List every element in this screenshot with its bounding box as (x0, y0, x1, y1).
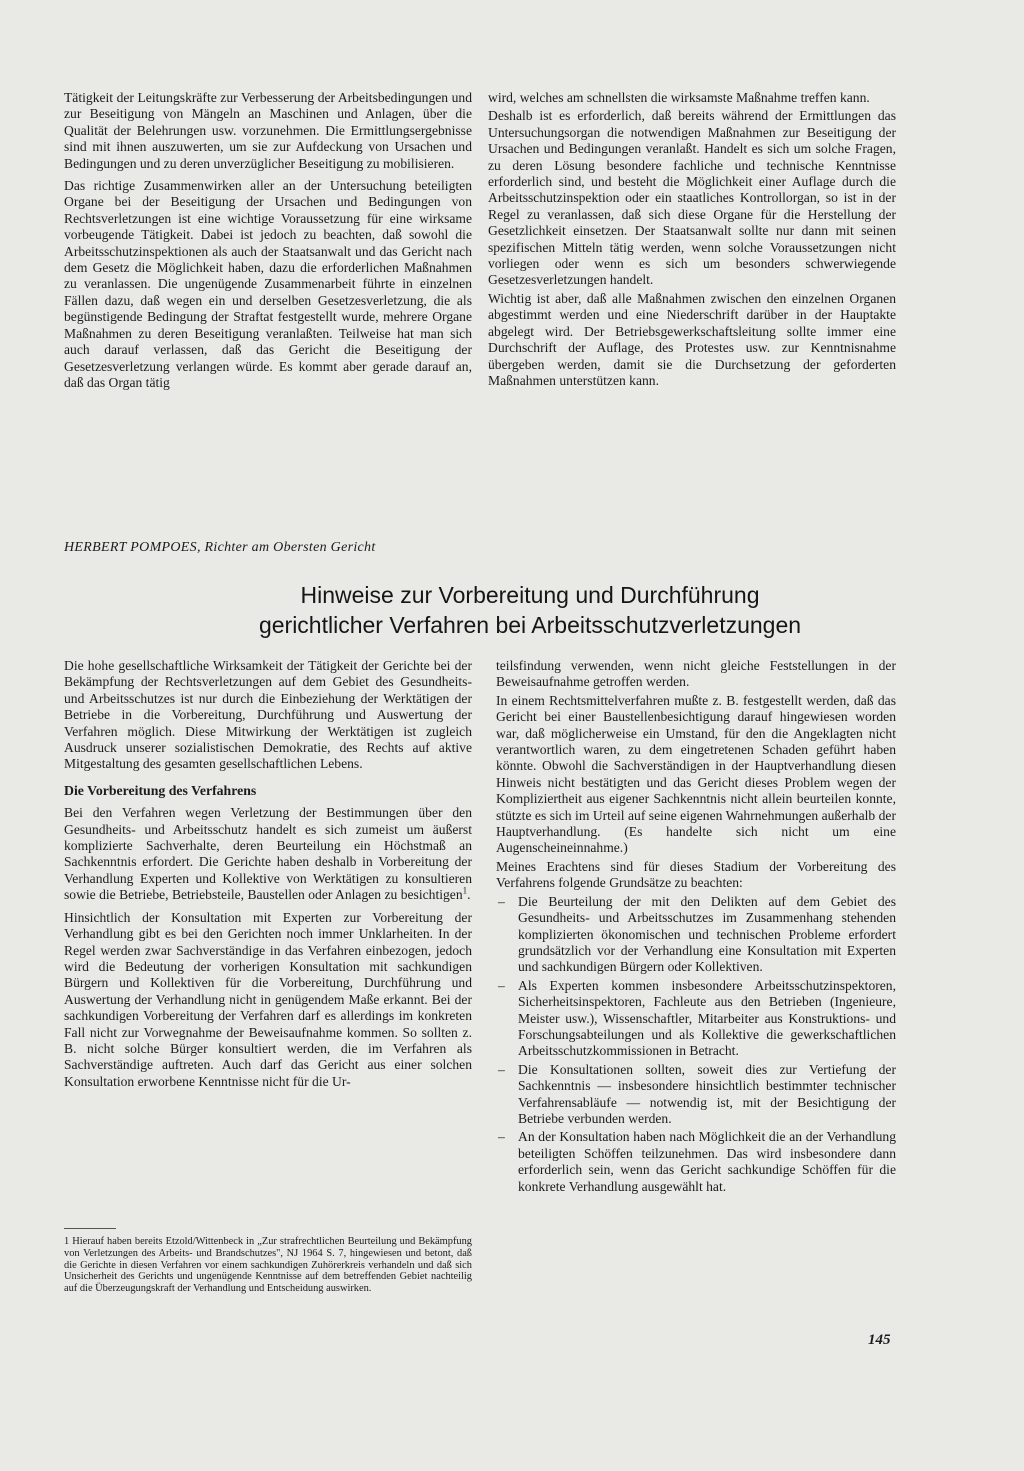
paragraph-text: Bei den Verfahren wegen Verletzung der Bestimmungen über den Gesundheits- und Arbeitsschutz handelt es sich zumeist um äußerst komplizierte Sachverhalte, deren Beurteilung ein Höchstmaß an Sachkenntnis erfordert. Die Gerichte haben deshalb in Vorbereitung der Verhandlung Experten und Kollektive von Werktätigen zu konsultieren sowie die Betriebe, Betriebsteile, Baustellen oder Anlagen zu besichtigen (64, 805, 472, 903)
paragraph: teilsfindung verwenden, wenn nicht gleiche Feststellungen in der Beweisaufnahme getroffen werden. (496, 658, 896, 690)
paragraph: Meines Erachtens sind für dieses Stadium der Vorbereitung des Verfahrens folgende Grundsätze zu beachten: (496, 858, 896, 891)
paragraph: In einem Rechtsmittelverfahren mußte z. B. festgestellt werden, daß das Gericht bei einer Baustellenbesichtigung darauf hingewiesen worden war, daß möglicherweise ein Umstand, für den die Angeklagten nicht verantwortlich waren, zu dem eingetretenen Schaden geführt haben könnte. Obwohl die Sachverständigen in der Hauptverhandlung diesen Hinweis nicht bestätigten und das Gericht dieses Problem wegen der Kompliziertheit aus eigener Sachkenntnis nicht allein beurteilen konnte, stützte es sich im Urteil auf seine eigenen Wahrnehmungen außerhalb der Hauptverhandlung. (Es handelte sich nicht um eine Augenscheineinnahme.) (496, 692, 896, 856)
principles-list (496, 894, 896, 1195)
intro-paragraph: Die hohe gesellschaftliche Wirksamkeit der Tätigkeit der Gerichte bei der Bekämpfung der Rechtsverletzungen auf dem Gebiet des Gesundheits- und Arbeitsschutzes ist nur durch die Einbeziehung der Werktätigen der Betriebe in die Vorbereitung, Durchführung und Auswertung der Verfahren möglich. Diese Mitwirkung der Werktätigen ist zugleich Ausdruck unserer sozialistischen Demokratie, des Rechts auf aktive Mitgestaltung des gesamten gesellschaftlichen Lebens. (64, 658, 472, 772)
author-byline: HERBERT POMPOES, Richter am Obersten Gericht (64, 540, 376, 555)
article-title (150, 580, 910, 640)
page-number: 145 (868, 1332, 891, 1348)
paragraph-end: . (467, 887, 471, 903)
list-item: – An der Konsultation haben nach Möglichkeit die an der Verhandlung beteiligten Schöffen teilzunehmen. Das wird insbesondere dann erforderlich sein, wenn das Gericht sachkundige Schöffen für die konkrete Verhandlung ausgewählt hat. (496, 1129, 896, 1195)
paragraph: wird, welches am schnellsten die wirksamste Maßnahme treffen kann. (488, 90, 870, 105)
list-item: – Als Experten kommen insbesondere Arbeitsschutzinspektoren, Sicherheitsinspektoren, Fachleute aus den Betrieben (Ingenieure, Meister usw.), Wissenschaftler, Mitarbeiter aus Konstruktions- und Forschungsabteilungen und als Kollektive die gewerkschaftlichen Arbeitsschutzkommissionen in Betracht. (496, 978, 896, 1060)
paragraph: Das richtige Zusammenwirken aller an der Untersuchung beteiligten Organe bei der Beseitigung der Ursachen und Bedingungen von Rechtsverletzungen ist eine wichtige Voraussetzung für eine wirksame vorbeugende Tätigkeit. Dabei ist jedoch zu beachten, daß sowohl die Arbeitsschutzinspektionen als auch der Staatsanwalt und das Gericht nach dem Gesetz die Möglichkeit haben, dazu die erforderlichen Maßnahmen zu veranlassen. Die ungenügende Zusammenarbeit führte in einzelnen Fällen dazu, daß wegen ein und derselben Gesetzesverletzung, die als begünstigende Bedingung der Straftat festgestellt wurde, mehrere Organe Maßnahmen zu deren Beseitigung veranlaßten. Teilweise hat man sich auch darauf verlassen, daß das Gericht die Beseitigung der Gesetzesverletzung verlangen würde. Es kommt aber gerade darauf an, daß das Organ tätig (64, 178, 472, 390)
paragraph: Hinsichtlich der Konsultation mit Experten zur Vorbereitung der Verhandlung gibt es bei den Gerichten noch immer Unklarheiten. In der Regel werden zwar Sachverständige in das Verfahren einbezogen, jedoch wird die Bedeutung der vorherigen Konsultation mit sachkundigen Bürgern und Kollektiven für die Vorbereitung, Durchführung und Auswertung der Verhandlung nicht in genügendem Maße erkannt. Bei der sachkundigen Vorbereitung der Verfahren darf es allerdings im konkreten Fall nicht zur Vorwegnahme der Beweisaufnahme kommen. So sollten z. B. nicht solche Bürger konsultiert werden, die im Verfahren als Sachverständige auftreten. Auch darf das Gericht aus einer solchen Konsultation erworbene Kenntnisse nicht für die Ur- (64, 909, 472, 1089)
top-left-column (64, 90, 472, 393)
footnote-divider (64, 1228, 116, 1229)
bottom-left-column (64, 658, 472, 1092)
paragraph: Wichtig ist aber, daß alle Maßnahmen zwischen den einzelnen Organen abgestimmt werden und eine Niederschrift darüber in der Hauptakte abgelegt wird. Der Betriebsgewerkschaftsleitung sollte immer eine Durchschrift der Auflage, des Protestes usw. zur Kenntnisnahme übergeben werden, damit sie die Durchsetzung der geforderten Maßnahmen unterstützen kann. (488, 290, 896, 388)
title-line-2: gerichtlicher Verfahren bei Arbeitsschutzverletzungen (258, 612, 802, 638)
section-heading: Die Vorbereitung des Verfahrens (64, 782, 257, 798)
paragraph: Deshalb ist es erforderlich, daß bereits während der Ermittlungen das Untersuchungsorgan die notwendigen Maßnahmen zur Beseitigung der Ursachen und Bedingungen veranlaßt. Handelt es sich um solche Fragen, zu deren Lösung besondere fachliche und technische Kenntnisse erforderlich sind, und besteht die Möglichkeit einer Auflage durch die Arbeitsschutzinspektion oder ein staatliches Kontrollorgan, so ist in der Regel zu veranlassen, daß sich diese Organe für die Herstellung der Gesetzlichkeit einsetzen. Der Staatsanwalt sollte nur dann mit seinen spezifischen Mitteln tätig werden, wenn solche Voraussetzungen nicht vorliegen oder wenn es sich um besonders schwerwiegende Gesetzesverletzungen handelt. (488, 108, 896, 288)
paragraph (64, 805, 472, 903)
list-item: – Die Konsultationen sollten, soweit dies zur Vertiefung der Sachkenntnis — insbesondere hinsichtlich bestimmter technischer Verfahrensabläufe — notwendig ist, mit der Besichtigung der Betriebe verbunden werden. (496, 1062, 896, 1128)
list-item: – Die Beurteilung der mit den Delikten auf dem Gebiet des Gesundheits- und Arbeitsschutzes im Zusammenhang stehenden komplizierten ökonomischen und technischen Probleme erfordert grundsätzlich vor der Verhandlung eine Konsultation mit Experten und sachkundigen Bürgern oder Kollektiven. (496, 894, 896, 976)
footnote: 1 Hierauf haben bereits Etzold/Wittenbeck in „Zur strafrechtlichen Beurteilung und Bekämpfung von Verletzungen des Arbeits- und Brandschutzes", NJ 1964 S. 7, hingewiesen und betont, daß die Gerichte in diesen Verfahren vor einem sachkundigen Zuhörerkreis verhandeln und daß sich Unsicherheit des Gerichts und ungenügende Kenntnisse auf dem betreffenden Gebiet nachteilig auf die Überzeugungskraft der Verhandlung und Entscheidung auswirken. (64, 1236, 472, 1295)
paragraph: Tätigkeit der Leitungskräfte zur Verbesserung der Arbeitsbedingungen und zur Beseitigung von Mängeln an Maschinen und Anlagen, über die Qualität der Belehrungen usw. vorzunehmen. Die Ermittlungsergebnisse sind mit ihnen auszuwerten, um sie zur Aufdeckung von Ursachen und Bedingungen und zu deren unverzüglicher Beseitigung zu mobilisieren. (64, 90, 472, 171)
title-line-1: Hinweise zur Vorbereitung und Durchführung (300, 582, 760, 608)
footnote-marker: 1 (462, 885, 468, 896)
bottom-right-column (496, 658, 896, 1197)
top-right-column (488, 90, 896, 391)
